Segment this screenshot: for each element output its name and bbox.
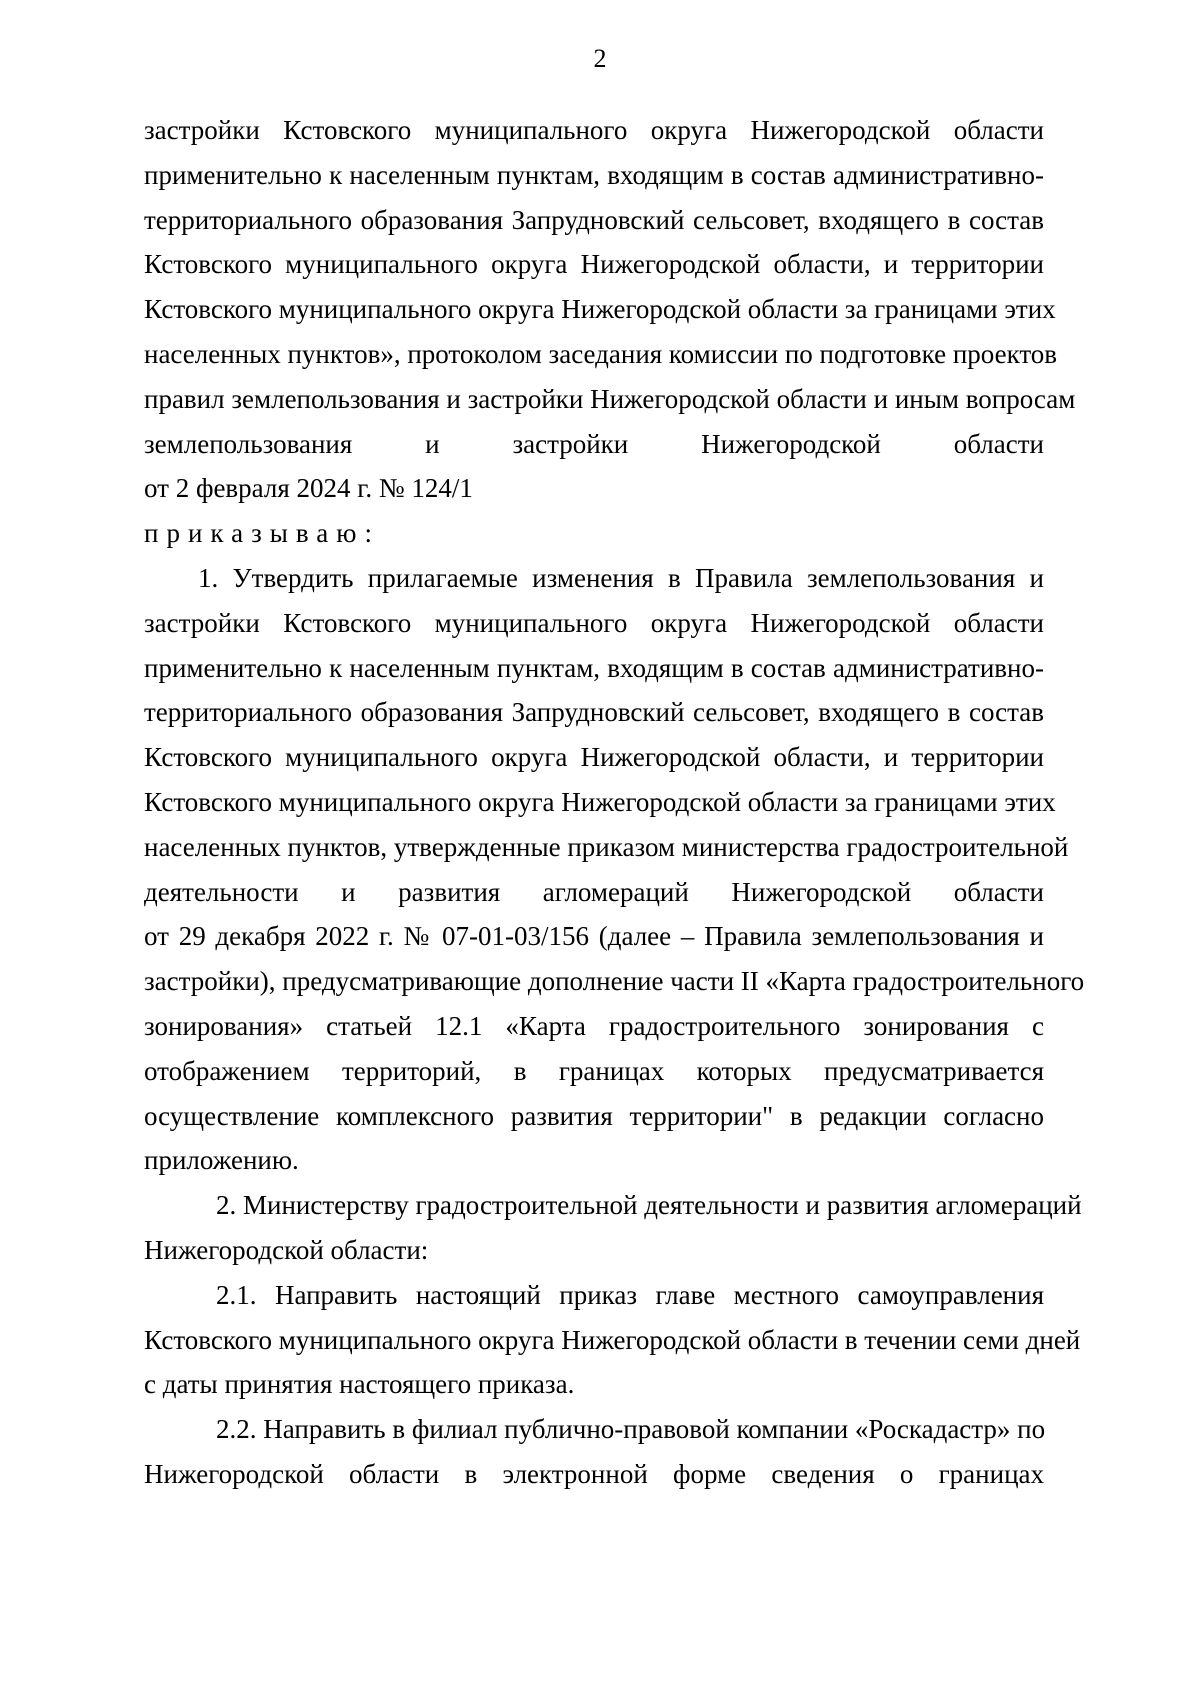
- text-line: застройки), предусматривающие дополнение части II «Карта градостроительного: [144, 966, 1085, 997]
- text-line: от 2 февраля 2024 г. № 124/1: [144, 473, 473, 504]
- text-line: застройки Кстовского муниципального округа Нижегородской области: [144, 607, 1044, 638]
- paragraph-item-2-2: [144, 1407, 1044, 1497]
- text-line: применительно к населенным пунктам, входящим в состав административно-: [144, 652, 1044, 683]
- document-body: [144, 108, 1085, 1497]
- text-line: 2. Министерству градостроительной деятельности и развития агломераций: [216, 1190, 1082, 1221]
- text-line: отображением территорий, в границах которых предусматривается: [144, 1055, 1044, 1086]
- text-line: 2.2. Направить в филиал публично-правовой компании «Роскадастр» по: [216, 1414, 1046, 1445]
- paragraph-preamble: [144, 108, 1076, 511]
- paragraph-item-2: [144, 1183, 1082, 1273]
- paragraph-item-1: [144, 556, 1085, 1183]
- text-line: с даты принятия настоящего приказа.: [144, 1369, 575, 1400]
- text-line: территориального образования Запрудновский сельсовет, входящего в состав: [144, 204, 1044, 235]
- text-line: Кстовского муниципального округа Нижегородской области за границами этих: [144, 786, 1056, 817]
- text-line: применительно к населенным пунктам, входящим в состав административно-: [144, 159, 1044, 190]
- paragraph-order-word: [144, 511, 1044, 556]
- text-line: приложению.: [144, 1145, 299, 1176]
- text-line: Нижегородской области:: [144, 1234, 429, 1265]
- text-line: от 29 декабря 2022 г. № 07-01-03/156 (далее – Правила землепользования и: [144, 921, 1044, 952]
- text-line: осуществление комплексного развития территории" в редакции согласно: [144, 1100, 1044, 1131]
- text-line: 1. Утвердить прилагаемые изменения в Правила землепользования и: [198, 562, 1044, 593]
- text-line: Кстовского муниципального округа Нижегородской области, и территории: [144, 742, 1044, 773]
- text-line: населенных пунктов», протоколом заседания комиссии по подготовке проектов: [144, 338, 1058, 369]
- page-number: 2: [593, 44, 607, 73]
- text-line: деятельности и развития агломераций Нижегородской области: [144, 876, 1044, 907]
- text-line: Кстовского муниципального округа Нижегородской области в течении семи дней: [144, 1324, 1081, 1355]
- text-line: 2.1. Направить настоящий приказ главе местного самоуправления: [216, 1279, 1044, 1310]
- text-line: правил землепользования и застройки Нижегородской области и иным вопросам: [144, 383, 1076, 414]
- text-line: зонирования» статьей 12.1 «Карта градостроительного зонирования с: [144, 1010, 1044, 1041]
- text-line: Кстовского муниципального округа Нижегородской области, и территории: [144, 249, 1044, 280]
- text-line: Нижегородской области в электронной форме сведения о границах: [144, 1458, 1044, 1489]
- text-line: землепользования и застройки Нижегородской области: [144, 428, 1044, 459]
- text-line: территориального образования Запрудновский сельсовет, входящего в состав: [144, 697, 1044, 728]
- text-line: застройки Кстовского муниципального округа Нижегородской области: [144, 115, 1044, 145]
- paragraph-item-2-1: [144, 1273, 1081, 1407]
- text-line: Кстовского муниципального округа Нижегородской области за границами этих: [144, 294, 1056, 325]
- text-line: населенных пунктов, утвержденные приказом министерства градостроительной: [144, 831, 1069, 862]
- order-word: приказываю:: [144, 518, 380, 549]
